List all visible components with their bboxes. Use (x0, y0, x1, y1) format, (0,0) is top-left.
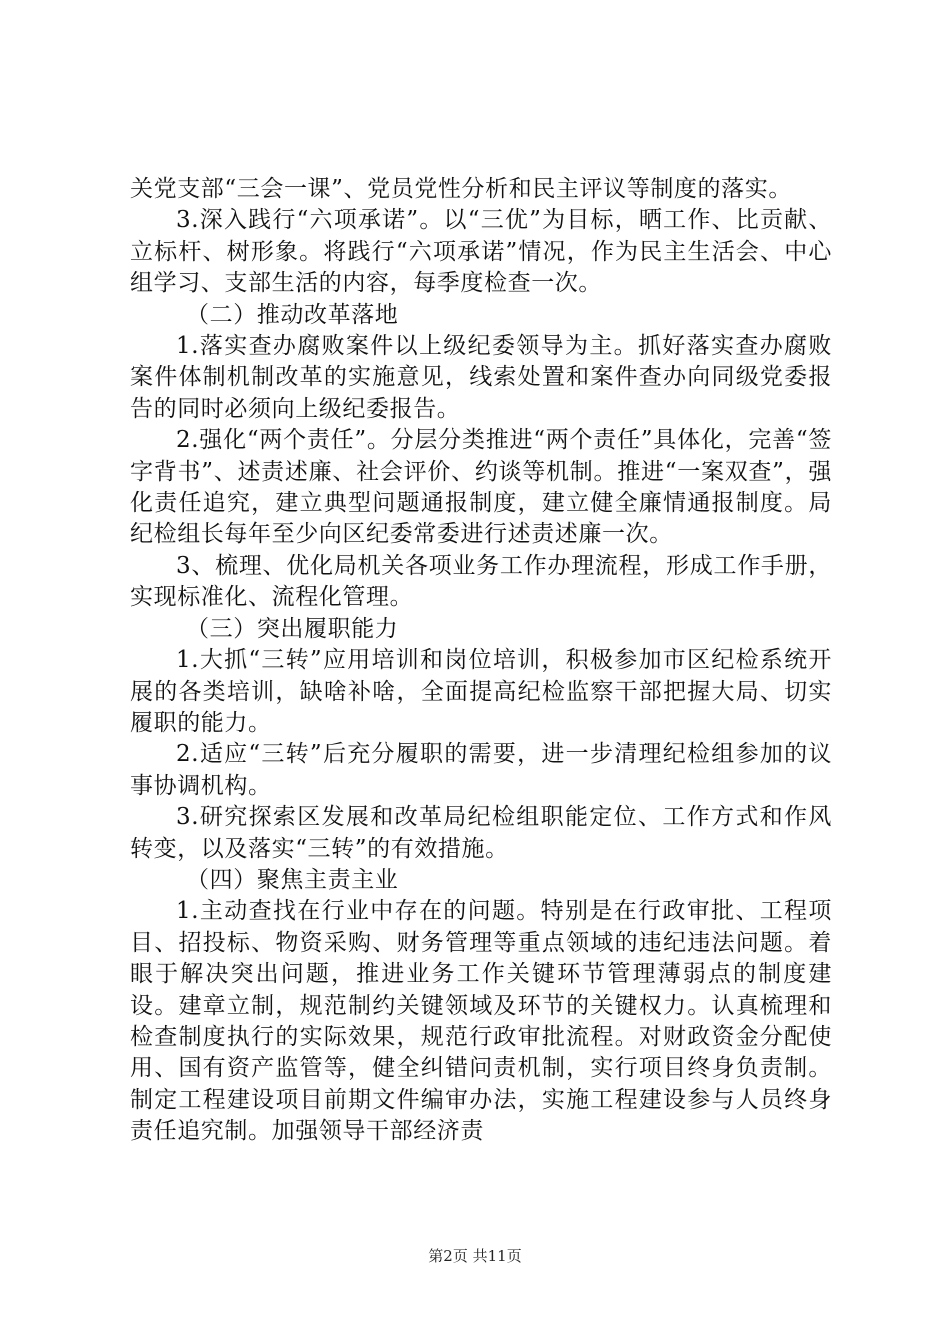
paragraph-research: 3.研究探索区发展和改革局纪检组职能定位、工作方式和作风转变，以及落实“三转”的有效措施。 (130, 804, 832, 862)
section-heading-focus: （四）聚焦主责主业 (186, 866, 399, 893)
document-body (130, 174, 832, 1148)
page-number-footer: 第2页 共11页 (428, 1247, 522, 1265)
paragraph-continuation: 关党支部“三会一课”、党员党性分析和民主评议等制度的落实。 (130, 176, 792, 202)
section-heading-reform: （二）推动改革落地 (186, 301, 399, 328)
paragraph-problem-finding: 1.主动查找在行业中存在的问题。特别是在行政审批、工程项目、招投标、物资采购、财务管理等重点领域的违纪违法问题。着眼于解决突出问题，推进业务工作关键环节管理薄弱点的制度建设。建章立制，规范制约关键领域及环节的关键权力。认真梳理和检查制度执行的实际效果，规范行政审批流程。对财政资金分配使用、国有资产监管等，健全纠错问责机制，实行项目终身负责制。制定工程建设项目前期文件编审办法，实施工程建设参与人员终身责任追究制。加强领导干部经济责 (130, 898, 832, 1145)
section-heading-capability: （三）突出履职能力 (186, 615, 399, 642)
paragraph-workflow: 3、梳理、优化局机关各项业务工作办理流程，形成工作手册，实现标准化、流程化管理。 (130, 552, 832, 611)
paragraph-case-handling: 1.落实查办腐败案件以上级纪委领导为主。抓好落实查办腐败案件体制机制改革的实施意见，线索处置和案件查办向同级党委报告的同时必须向上级纪委报告。 (130, 333, 832, 422)
paragraph-two-responsibilities: 2.强化“两个责任”。分层分类推进“两个责任”具体化，完善“签字背书”、述责述廉、社会评价、约谈等机制。推进“一案双查”，强化责任追究，建立典型问题通报制度，建立健全廉情通报制度。局纪检组长每年至少向区纪委常委进行述责述廉一次。 (130, 427, 832, 548)
paragraph-coordination: 2.适应“三转”后充分履职的需要，进一步清理纪检组参加的议事协调机构。 (130, 741, 832, 799)
paragraph-training: 1.大抓“三转”应用培训和岗位培训，积极参加市区纪检系统开展的各类培训，缺啥补啥，全面提高纪检监察干部把握大局、切实履职的能力。 (130, 647, 832, 736)
paragraph-six-commitments: 3.深入践行“六项承诺”。以“三优”为目标，晒工作、比贡献、立标杆、树形象。将践行“六项承诺”情况，作为民主生活会、中心组学习、支部生活的内容，每季度检查一次。 (130, 207, 832, 297)
